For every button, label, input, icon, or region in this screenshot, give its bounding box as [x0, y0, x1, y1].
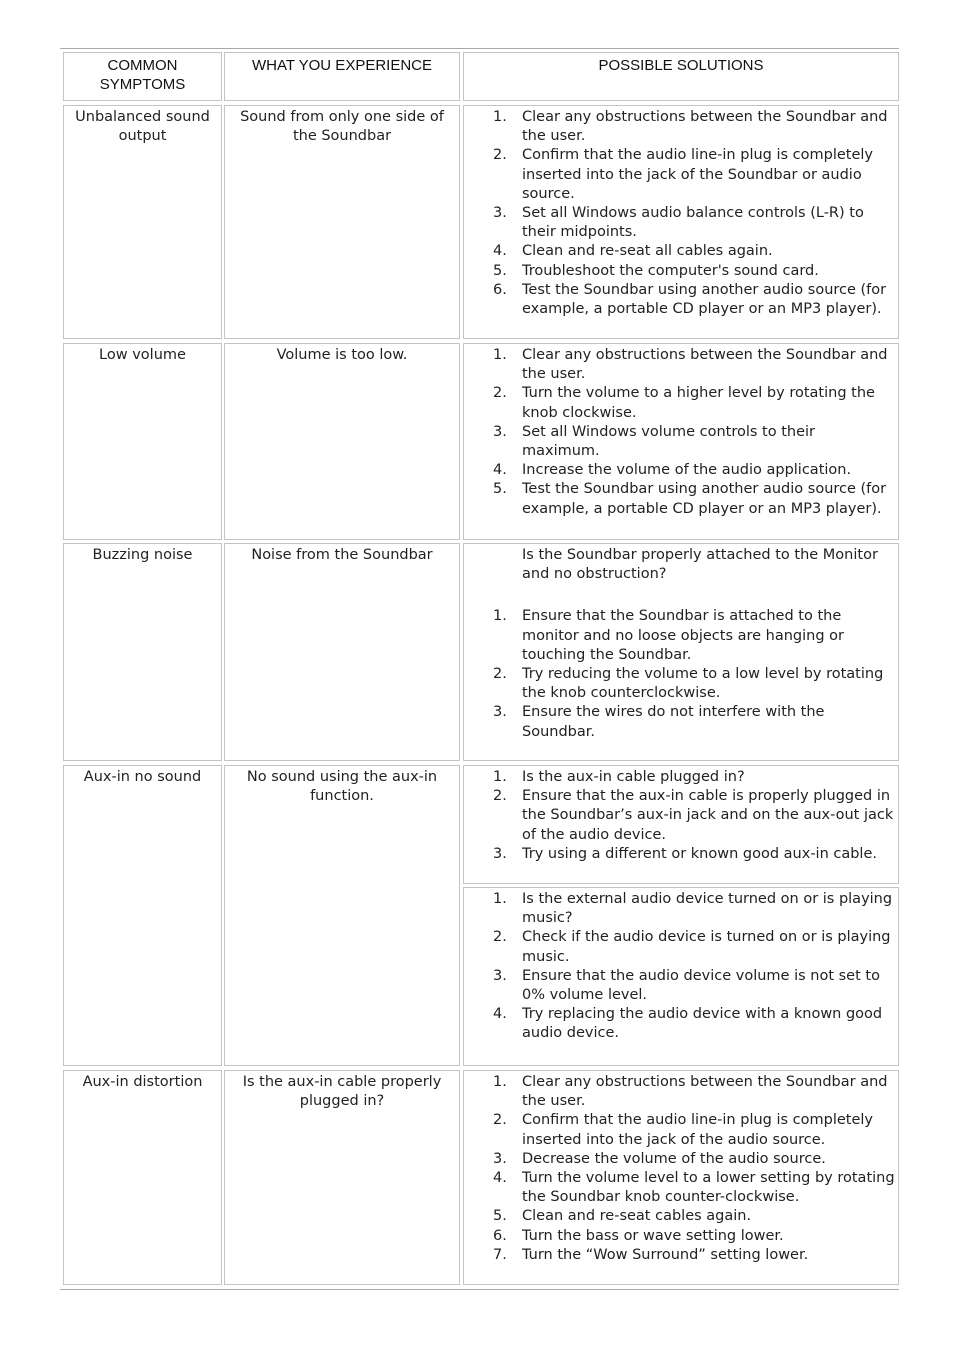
solutions-list — [464, 888, 898, 1044]
solution-text: Turn the volume to a higher level by rotating the knob clockwise. — [522, 385, 875, 421]
solutions-list — [464, 344, 898, 519]
solution-item — [464, 1150, 898, 1169]
item-number: 3. — [493, 967, 507, 984]
troubleshooting-table — [60, 48, 899, 1290]
symptom-text: Buzzing noise — [92, 547, 193, 563]
item-number: 2. — [493, 1112, 507, 1129]
item-number: 4. — [493, 1006, 507, 1023]
symptom-cell — [63, 1070, 222, 1285]
solution-item — [464, 768, 898, 787]
solution-text: Turn the “Wow Surround” setting lower. — [522, 1246, 809, 1263]
solutions-subcell — [463, 887, 899, 1066]
solution-text: Is the aux-in cable plugged in? — [522, 769, 745, 785]
item-number: 2. — [493, 666, 507, 683]
solutions-subcell — [463, 765, 899, 884]
item-number: 2. — [493, 385, 507, 402]
solution-item — [464, 787, 898, 845]
solution-text: Confirm that the audio line-in plug is completely inserted into the jack of the audio source. — [522, 1112, 874, 1148]
solution-text: Clear any obstructions between the Soundbar and the user. — [522, 347, 888, 383]
experience-text: Volume is too low. — [276, 347, 408, 363]
solution-item — [464, 346, 898, 384]
solutions-list — [464, 607, 898, 741]
solution-text: Test the Soundbar using another audio source (for example, a portable CD player or an MP3 player). — [522, 281, 887, 318]
solution-text: Is the external audio device turned on or is playing music? — [522, 891, 893, 927]
symptom-text: Low volume — [99, 347, 186, 363]
item-number: 1. — [493, 891, 507, 907]
header-solutions-cell — [463, 52, 899, 101]
experience-cell — [224, 105, 460, 339]
solution-item — [464, 890, 898, 928]
experience-cell — [224, 343, 460, 540]
item-number: 3. — [493, 704, 507, 721]
solution-item — [464, 146, 898, 204]
header-row — [60, 52, 899, 101]
solution-item — [464, 461, 898, 480]
solution-item — [464, 845, 898, 864]
item-number: 1. — [493, 608, 507, 625]
solution-text: Turn the bass or wave setting lower. — [522, 1227, 784, 1244]
solution-item — [464, 281, 898, 319]
header-symptoms: COMMON SYMPTOMS — [99, 57, 186, 93]
item-number: 2. — [493, 788, 507, 805]
symptom-cell — [63, 765, 222, 1066]
symptom-cell — [63, 543, 222, 761]
solution-item — [464, 967, 898, 1005]
solution-text: Try using a different or known good aux-in cable. — [522, 845, 877, 862]
solution-text: Troubleshoot the computer's sound card. — [522, 262, 819, 279]
solution-text: Try replacing the audio device with a known good audio device. — [522, 1006, 883, 1042]
item-number: 1. — [493, 109, 507, 125]
solution-text: Set all Windows volume controls to their maximum. — [522, 423, 816, 460]
solution-text: Ensure that the audio device volume is not set to 0% volume level. — [522, 967, 880, 1004]
experience-text: Sound from only one side of the Soundbar — [240, 109, 444, 145]
solution-text: Clear any obstructions between the Soundbar and the user. — [522, 1074, 888, 1110]
solution-item — [464, 480, 898, 518]
solutions-list — [464, 1071, 898, 1265]
item-number: 5. — [493, 262, 507, 279]
item-number: 5. — [493, 1208, 507, 1225]
table-row — [60, 543, 899, 761]
solution-text: Set all Windows audio balance controls (L-R) to their midpoints. — [522, 205, 864, 241]
item-number: 5. — [493, 481, 507, 498]
item-number: 6. — [493, 281, 507, 298]
solution-item — [464, 703, 898, 741]
solution-item — [464, 1005, 898, 1043]
solution-item — [464, 607, 898, 665]
solution-item — [464, 1207, 898, 1226]
item-number: 1. — [493, 347, 507, 363]
item-number: 4. — [493, 462, 507, 479]
item-number: 2. — [493, 147, 507, 164]
symptom-text: Aux-in no sound — [83, 769, 202, 785]
solutions-cell — [463, 1070, 899, 1285]
solution-item — [464, 665, 898, 703]
item-number: 3. — [493, 1150, 507, 1167]
experience-cell — [224, 543, 460, 761]
item-number: 7. — [493, 1246, 507, 1263]
experience-text: Noise from the Soundbar — [251, 547, 433, 563]
experience-cell — [224, 765, 460, 1066]
solutions-cell — [463, 765, 899, 1066]
symptom-cell — [63, 343, 222, 540]
solution-item — [464, 1073, 898, 1111]
item-number: 3. — [493, 845, 507, 862]
solution-text: Turn the volume level to a lower setting by rotating the Soundbar knob counter-clockwise. — [522, 1170, 895, 1206]
header-symptoms-cell — [63, 52, 222, 101]
solution-item — [464, 108, 898, 146]
solution-text: Ensure that the aux-in cable is properly plugged in the Soundbar’s aux-in jack and on the aux-out jack of the audio device. — [522, 788, 894, 843]
solution-text: Ensure that the Soundbar is attached to the monitor and no loose objects are hanging or touching the Soundbar. — [522, 608, 844, 663]
symptom-text: Aux-in distortion — [82, 1074, 203, 1090]
item-number: 4. — [493, 1170, 507, 1187]
solution-item — [464, 242, 898, 261]
header-solutions: POSSIBLE SOLUTIONS — [598, 57, 764, 74]
item-number: 1. — [493, 1074, 507, 1090]
solution-item — [464, 384, 898, 422]
solutions-cell — [463, 343, 899, 540]
solution-item — [464, 1111, 898, 1149]
solutions-intro: Is the Soundbar properly attached to the Monitor and no obstruction? — [522, 547, 878, 583]
item-number: 1. — [493, 769, 507, 785]
solution-text: Clean and re-seat all cables again. — [522, 243, 773, 260]
solutions-cell — [463, 105, 899, 339]
solution-item — [464, 1169, 898, 1207]
table-row — [60, 765, 899, 1066]
solution-item — [464, 262, 898, 281]
solution-text: Ensure the wires do not interfere with the Soundbar. — [522, 704, 825, 740]
solution-text: Check if the audio device is turned on or is playing music. — [522, 929, 891, 965]
solution-item — [464, 1246, 898, 1265]
experience-text: Is the aux-in cable properly plugged in? — [242, 1074, 442, 1110]
solution-text: Test the Soundbar using another audio source (for example, a portable CD player or an MP3 player). — [522, 481, 887, 517]
header-experience: WHAT YOU EXPERIENCE — [251, 57, 433, 74]
table-row — [60, 1070, 899, 1285]
table-row — [60, 105, 899, 339]
solution-text: Clean and re-seat cables again. — [522, 1208, 752, 1225]
symptom-text: Unbalanced sound output — [75, 109, 210, 145]
solution-text: Increase the volume of the audio application. — [522, 462, 852, 479]
solution-text: Clear any obstructions between the Soundbar and the user. — [522, 109, 888, 145]
solution-item — [464, 204, 898, 242]
item-number: 2. — [493, 929, 507, 946]
solution-text: Confirm that the audio line-in plug is completely inserted into the jack of the Soundbar or audio source. — [522, 147, 874, 202]
solution-item — [464, 1227, 898, 1246]
solutions-list — [464, 106, 898, 319]
table-row — [60, 343, 899, 540]
symptom-cell — [63, 105, 222, 339]
item-number: 3. — [493, 205, 507, 222]
experience-cell — [224, 1070, 460, 1285]
item-number: 6. — [493, 1227, 507, 1244]
solution-item — [464, 928, 898, 966]
item-number: 4. — [493, 243, 507, 260]
item-number: 3. — [493, 423, 507, 440]
header-experience-cell — [224, 52, 460, 101]
solution-text: Decrease the volume of the audio source. — [522, 1150, 826, 1167]
solution-item — [464, 423, 898, 461]
solution-text: Try reducing the volume to a low level by rotating the knob counterclockwise. — [522, 666, 884, 702]
experience-text: No sound using the aux-in function. — [246, 769, 438, 805]
solutions-cell — [463, 543, 899, 761]
solutions-list — [464, 766, 898, 864]
